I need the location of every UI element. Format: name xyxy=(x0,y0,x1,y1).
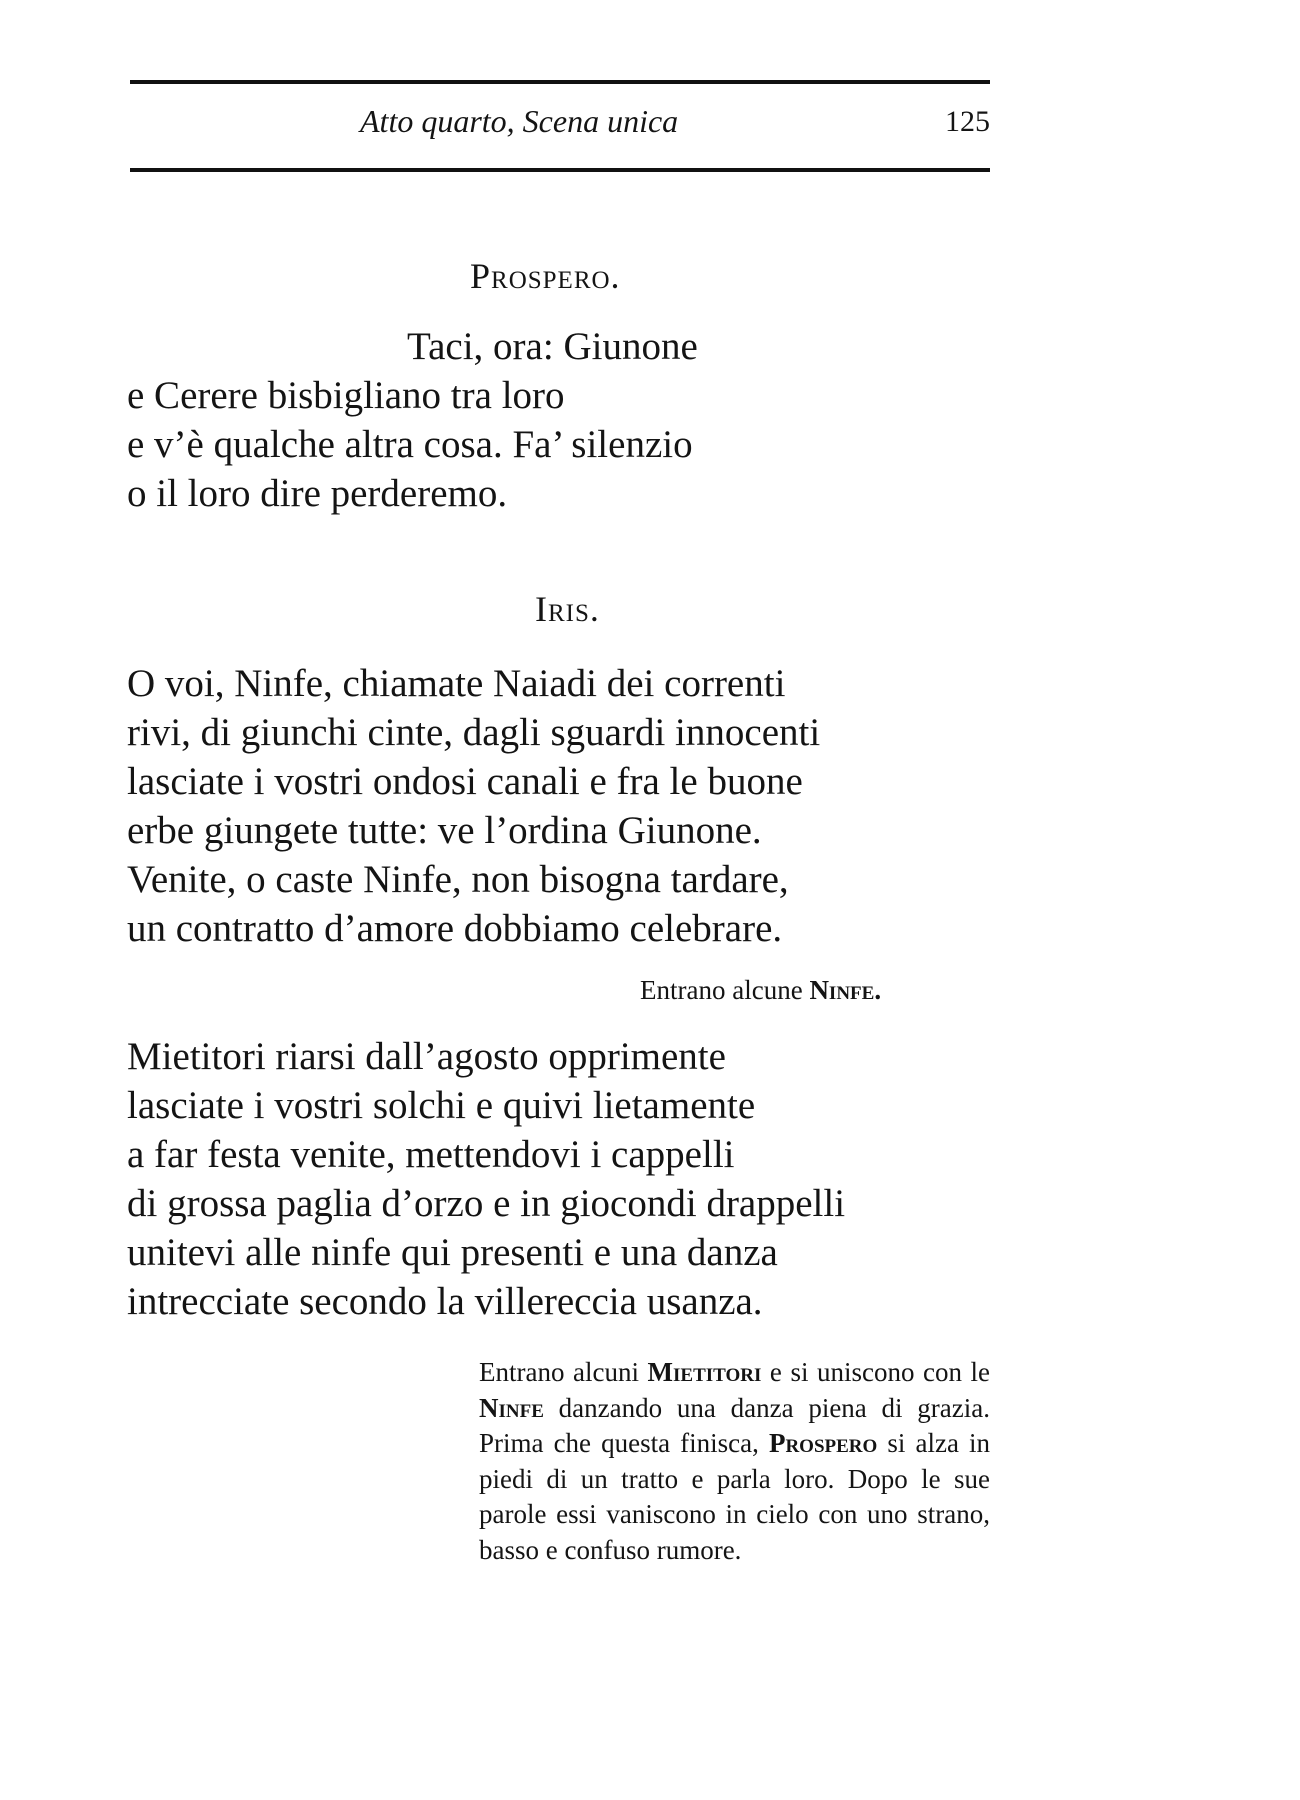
verse-line: rivi, di giunchi cinte, dagli sguardi innocenti xyxy=(127,711,821,754)
stage-text: Entrano alcuni xyxy=(479,1357,639,1387)
stage-character-name: Prospero xyxy=(768,1428,878,1458)
stage-character-name: Mietitori xyxy=(647,1357,762,1387)
running-title: Atto quarto, Scena unica xyxy=(360,103,679,139)
verse-line: erbe giungete tutte: ve l’ordina Giunone. xyxy=(127,809,762,852)
verse-line: a far festa venite, mettendovi i cappelli xyxy=(127,1133,735,1176)
header-rule-top xyxy=(130,80,990,84)
verse-line: lasciate i vostri solchi e quivi lietamente xyxy=(127,1084,756,1127)
speaker-iris: Iris. xyxy=(535,589,600,629)
stage-text: si alza in piedi di un tratto e parla loro. Dopo le sue parole essi vaniscono in cielo con uno strano, basso e confuso rumore. xyxy=(479,1428,991,1565)
running-head xyxy=(130,103,990,143)
verse-line: Venite, o caste Ninfe, non bisogna tardare, xyxy=(127,858,789,901)
stage-text: e si uniscono con le xyxy=(769,1357,991,1387)
prospero-speech xyxy=(127,322,698,518)
stage-text: Entrano alcune xyxy=(640,975,803,1005)
stage-character-name: Ninfe xyxy=(479,1392,544,1423)
iris-speech-reapers xyxy=(127,1032,845,1326)
verse-line: unitevi alle ninfe qui presenti e una danza xyxy=(127,1231,778,1274)
iris-speech-nymphs xyxy=(127,659,820,953)
page-number: 125 xyxy=(945,105,990,138)
verse-line: e v’è qualche altra cosa. Fa’ silenzio xyxy=(127,423,693,466)
speaker-prospero: Prospero. xyxy=(470,256,621,296)
verse-line: o il loro dire perderemo. xyxy=(127,472,508,515)
stage-direction-reapers-dance xyxy=(479,1355,990,1568)
verse-line: Mietitori riarsi dall’agosto opprimente xyxy=(127,1035,726,1078)
verse-line: di grossa paglia d’orzo e in giocondi drappelli xyxy=(127,1182,846,1225)
header-rule-bottom xyxy=(130,168,990,172)
verse-line: un contratto d’amore dobbiamo celebrare. xyxy=(127,907,783,950)
verse-line: lasciate i vostri ondosi canali e fra le buone xyxy=(127,760,803,803)
stage-direction-nymphs-enter xyxy=(640,975,881,1006)
stage-character-name: Ninfe. xyxy=(809,975,882,1005)
verse-line: Taci, ora: Giunone xyxy=(407,325,698,368)
verse-line: e Cerere bisbigliano tra loro xyxy=(127,374,565,417)
stage-text: danzando una danza piena di grazia. Prima che questa finisca, xyxy=(479,1392,991,1458)
verse-line: intrecciate secondo la villereccia usanza. xyxy=(127,1280,763,1323)
verse-line: O voi, Ninfe, chiamate Naiadi dei correnti xyxy=(127,662,786,705)
